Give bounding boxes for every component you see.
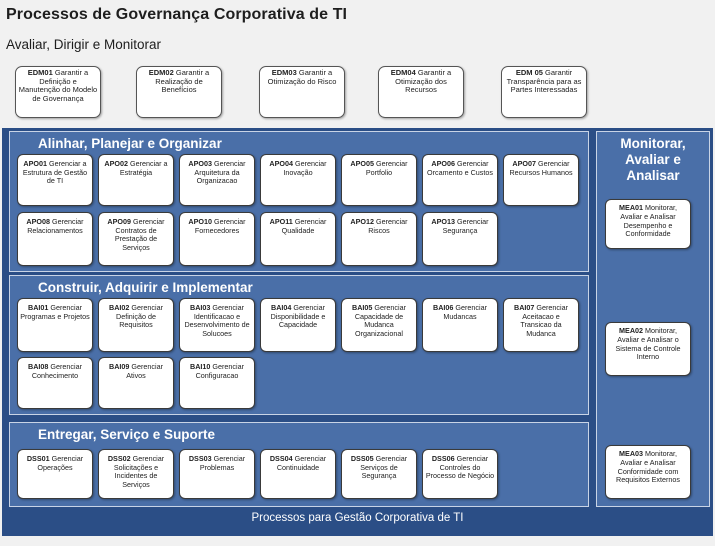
process-label: Monitorar, Avaliar e Analisar Conformidade com Requisitos Externos [616,449,680,485]
bai07-box [503,298,579,352]
process-label: Gerenciar Programas e Projetos [20,303,90,321]
bai-section-title: Construir, Adquirir e Implementar [38,280,253,295]
apo05-box [341,154,417,206]
apo02-box [98,154,174,206]
process-label: Garantir a Otimização do Risco [267,68,337,86]
management-processes-panel [2,128,713,536]
process-label: Gerenciar Arquitetura da Organizacao [194,159,246,186]
process-label: Gerenciar Solicitações e Incidentes de Serviços [113,454,165,489]
bai10-box [179,357,255,409]
process-code: APO03 [188,159,212,168]
process-code: MEA03 [619,449,643,458]
process-label: Gerenciar Problemas [199,454,246,472]
process-code: DSS02 [107,454,131,463]
process-code: BAI01 [28,303,49,312]
process-label: Garantir a Realização de Benefícios [155,68,210,95]
process-code: BAI06 [433,303,454,312]
process-code: EDM01 [27,68,53,77]
edm01-box [15,66,101,118]
process-code: APO06 [431,159,455,168]
process-code: BAI05 [352,303,373,312]
process-code: BAI07 [514,303,535,312]
process-code: APO11 [269,217,293,226]
process-label: Gerenciar Inovação [283,159,327,177]
process-label: Gerenciar Capacidade de Mudanca Organizacional [354,303,406,338]
process-code: MEA01 [619,203,643,212]
bai03-box [179,298,255,352]
dss04-box [260,449,336,499]
process-label: Gerenciar Riscos [368,217,408,235]
mea-section [596,131,710,507]
process-label: Monitorar, Avaliar e Analisar o Sistema de Controle Interno [615,326,681,362]
process-code: APO05 [350,159,374,168]
dss01-box [17,449,93,499]
process-code: DSS05 [350,454,374,463]
process-label: Gerenciar Controles do Processo de Negócio [425,454,495,481]
process-code: BAI08 [28,362,49,371]
dss-section-title: Entregar, Serviço e Suporte [38,427,216,442]
apo12-box [341,212,417,266]
bai01-box [17,298,93,352]
process-code: APO04 [269,159,293,168]
process-label: Gerenciar Operações [37,454,84,472]
apo10-box [179,212,255,266]
apo09-box [98,212,174,266]
process-code: BAI10 [190,362,211,371]
process-label: Gerenciar Ativos [126,362,163,380]
process-code: APO12 [350,217,374,226]
apo07-box [503,154,579,206]
bai09-box [98,357,174,409]
process-label: Gerenciar Disponibilidade e Capacidade [270,303,326,330]
apo03-box [179,154,255,206]
bai08-box [17,357,93,409]
apo01-box [17,154,93,206]
apo08-box [17,212,93,266]
process-label: Gerenciar Continuidade [276,454,327,472]
process-label: Gerenciar a Estrutura de Gestão de TI [22,159,88,186]
apo11-box [260,212,336,266]
edm02-box [136,66,222,118]
process-label: Monitorar, Avaliar e Analisar Desempenho e Conformidade [620,203,677,239]
process-code: APO02 [104,159,128,168]
process-code: APO09 [107,217,131,226]
process-code: EDM 05 [515,68,543,77]
apo13-box [422,212,498,266]
process-code: DSS04 [269,454,293,463]
process-label: Garantir a Otimização dos Recursos [395,68,452,95]
footer-caption: Processos para Gestão Corporativa de TI [251,512,464,524]
mea02-box [605,322,691,376]
process-code: BAI09 [109,362,130,371]
edm-domain-title: Avaliar, Dirigir e Monitorar [6,37,162,52]
process-label: Gerenciar Contratos de Prestação de Serviços [114,217,165,252]
apo04-box [260,154,336,206]
process-code: EDM02 [148,68,174,77]
mea-section-title: Monitorar, Avaliar e Analisar [620,136,686,183]
process-code: EDM03 [271,68,297,77]
process-label: Gerenciar Relacionamentos [27,217,84,235]
process-label: Gerenciar Aceitacao e Transicao da Mudanca [520,303,568,338]
process-code: DSS06 [431,454,455,463]
process-code: APO07 [512,159,536,168]
bai04-box [260,298,336,352]
bai02-box [98,298,174,352]
process-label: Gerenciar Orcamento e Custos [427,159,493,177]
edm04-box [378,66,464,118]
process-label: Gerenciar Definição de Requisitos [116,303,163,330]
process-label: Gerenciar Identificacao e Desenvolvimento de Solucoes [184,303,250,338]
process-code: APO10 [188,217,212,226]
process-code: APO01 [23,159,47,168]
process-label: Gerenciar Qualidade [281,217,327,235]
dss06-box [422,449,498,499]
process-label: Gerenciar Segurança [442,217,489,235]
bai06-box [422,298,498,352]
process-code: APO08 [26,217,50,226]
diagram-title: Processos de Governança Corporativa de TI [6,6,348,23]
dss05-box [341,449,417,499]
process-code: MEA02 [619,326,643,335]
process-code: BAI04 [271,303,292,312]
apo-section-title: Alinhar, Planejar e Organizar [38,136,222,151]
process-code: BAI03 [190,303,211,312]
dss-section [9,422,589,507]
process-label: Gerenciar Configuracao [195,362,244,380]
bai-section [9,275,589,415]
apo-section [9,131,589,272]
process-label: Gerenciar Recursos Humanos [509,159,573,177]
process-code: APO13 [431,217,455,226]
process-label: Gerenciar Fornecedores [194,217,246,235]
process-code: DSS03 [188,454,212,463]
process-label: Garantir a Definição e Manutenção do Modelo de Governança [18,68,98,103]
bai05-box [341,298,417,352]
process-label: Garantir Transparência para as Partes Interessadas [506,68,582,95]
process-label: Gerenciar Mudancas [443,303,487,321]
mea01-box [605,199,691,249]
dss03-box [179,449,255,499]
dss02-box [98,449,174,499]
process-label: Gerenciar a Estratégia [119,159,168,177]
process-label: Gerenciar Conhecimento [31,362,82,380]
edm05-box [501,66,587,118]
process-label: Gerenciar Portfolio [365,159,408,177]
process-label: Gerenciar Serviços de Segurança [360,454,408,481]
edm03-box [259,66,345,118]
process-code: EDM04 [390,68,416,77]
process-code: DSS01 [26,454,50,463]
apo06-box [422,154,498,206]
process-code: BAI02 [109,303,130,312]
mea03-box [605,445,691,499]
